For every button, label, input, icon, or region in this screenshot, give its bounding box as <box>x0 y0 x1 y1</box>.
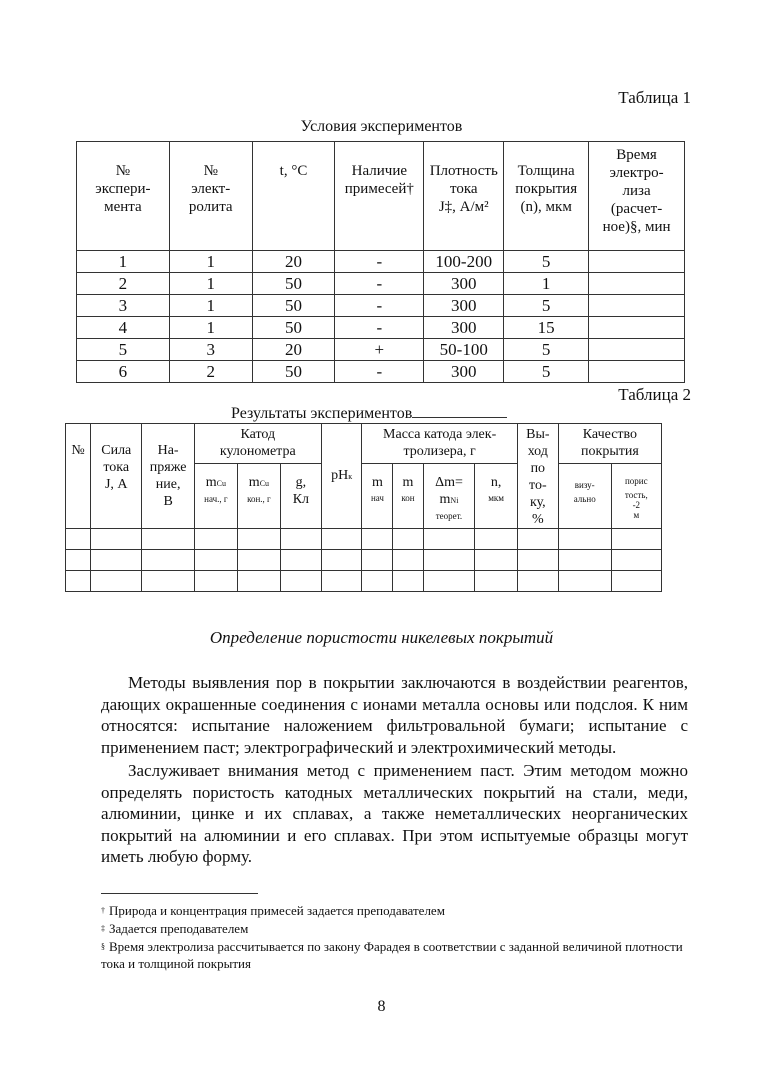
table-cell <box>589 317 685 339</box>
table-cell: - <box>335 361 424 383</box>
footnote-2: ‡ Задается преподавателем <box>101 921 249 936</box>
table-cell: 3 <box>169 339 252 361</box>
table-row <box>77 317 685 339</box>
t2-h-current: Сила тока J, А <box>91 424 142 529</box>
t2-h-g: g, Кл <box>280 464 321 529</box>
table-cell <box>589 273 685 295</box>
table-cell: 1 <box>504 273 589 295</box>
table-cell: - <box>335 317 424 339</box>
table2 <box>65 423 662 592</box>
table-cell <box>589 295 685 317</box>
table1 <box>76 141 685 383</box>
table-row <box>77 361 685 383</box>
t2-h-yield: Вы- ход по то- ку, % <box>517 424 558 529</box>
table-row <box>77 273 685 295</box>
table-cell: 5 <box>77 339 170 361</box>
table1-title: Условия экспериментов <box>300 118 463 135</box>
table-cell: 300 <box>424 295 504 317</box>
table-row <box>66 571 662 592</box>
t2-h-voltage: На- пряже ние, В <box>142 424 194 529</box>
t2-h-n: n, мкм <box>475 464 517 529</box>
table-cell <box>589 361 685 383</box>
table-cell: 2 <box>77 273 170 295</box>
table-cell <box>589 339 685 361</box>
t2-h-m-end: m кон <box>393 464 423 529</box>
table-cell: 1 <box>169 273 252 295</box>
paragraph-2: Заслуживает внимания метод с применением паст. Этим методом можно определять пористость катодных металлических покрытий на стали, меди, алюминии, цинке и их сплавах, а также неметаллических неорганических покрытий на алюминии и его сплавах. При этом испытуемые образцы могут иметь любую форму. <box>101 761 688 866</box>
t2-h-porosity: порис тость, -2 м <box>611 464 661 529</box>
table-cell: 1 <box>169 295 252 317</box>
t2-h-mass: Масса катода элек- тролизера, г <box>362 424 517 464</box>
table-cell: 5 <box>504 339 589 361</box>
t2-h-quality: Качество покрытия <box>558 424 661 464</box>
table-cell: 20 <box>252 339 335 361</box>
t2-h-mcu-end: mCu кон., г <box>237 464 280 529</box>
table1-label: Таблица 1 <box>618 88 691 107</box>
t1-header-cell: № экспери- мента <box>77 142 170 251</box>
table-cell: 1 <box>169 251 252 273</box>
t2-h-visual: визу- ально <box>558 464 611 529</box>
t1-header-cell: Толщина покрытия (n), мкм <box>504 142 589 251</box>
table-cell: - <box>335 295 424 317</box>
table2-label: Таблица 2 <box>618 385 691 404</box>
table1-header-row <box>77 142 685 251</box>
t1-header-cell: № элект- ролита <box>169 142 252 251</box>
table-cell: 1 <box>77 251 170 273</box>
table-row <box>77 251 685 273</box>
table2-title: Результаты экспериментов <box>231 403 507 423</box>
section-title: Определение пористости никелевых покрытий <box>209 628 554 647</box>
table-row <box>77 339 685 361</box>
footnote-1: † Природа и концентрация примесей задается преподавателем <box>101 903 445 918</box>
t2-h-dm: Δm= mNi теорет. <box>423 464 475 529</box>
table-cell: 300 <box>424 361 504 383</box>
table-cell: 4 <box>77 317 170 339</box>
table-cell: 50 <box>252 273 335 295</box>
t2-h-m-start: m нач <box>362 464 393 529</box>
t2-h-ph: pHк <box>321 424 362 529</box>
table-cell: 2 <box>169 361 252 383</box>
table-cell: 6 <box>77 361 170 383</box>
t1-header-cell: Наличие примесей† <box>335 142 424 251</box>
table-cell: 5 <box>504 361 589 383</box>
t2-h-num: № <box>66 424 91 529</box>
table-cell: 20 <box>252 251 335 273</box>
table-cell: 3 <box>77 295 170 317</box>
table1-body <box>77 251 685 383</box>
table-cell: + <box>335 339 424 361</box>
table-cell: 15 <box>504 317 589 339</box>
table-cell: 300 <box>424 273 504 295</box>
table-row <box>66 529 662 550</box>
t2-h-cathode: Катод кулонометра <box>194 424 321 464</box>
table-cell: 100-200 <box>424 251 504 273</box>
t1-header-cell: Время электро- лиза (расчет- ное)§, мин <box>589 142 685 251</box>
paragraph-1: Методы выявления пор в покрытии заключаются в воздействии реагентов, дающих окрашенные соединения с ионами металла основы или подслоя. К ним относятся: испытание наложением фильтровальной бумаги; испытание с применением паст; электрографический и электрохимический методы. <box>101 673 688 757</box>
table-cell <box>589 251 685 273</box>
footnote-divider <box>101 893 258 894</box>
t2-h-mcu-start: mCu нач., г <box>194 464 237 529</box>
table-cell: - <box>335 251 424 273</box>
page-number: 8 <box>377 998 386 1015</box>
table-cell: 50 <box>252 317 335 339</box>
table-cell: 50-100 <box>424 339 504 361</box>
table-row <box>66 550 662 571</box>
table-cell: 50 <box>252 295 335 317</box>
table-row <box>77 295 685 317</box>
footnote-3: § Время электролиза рассчитывается по закону Фарадея в соответствии с заданной величиной плотности тока и толщиной покрытия <box>101 939 683 971</box>
table-cell: - <box>335 273 424 295</box>
table-cell: 50 <box>252 361 335 383</box>
t1-header-cell: Плотность тока J‡, А/м² <box>424 142 504 251</box>
table-cell: 300 <box>424 317 504 339</box>
table-cell: 1 <box>169 317 252 339</box>
t1-header-cell: t, °C <box>252 142 335 251</box>
table-cell: 5 <box>504 295 589 317</box>
table-cell: 5 <box>504 251 589 273</box>
